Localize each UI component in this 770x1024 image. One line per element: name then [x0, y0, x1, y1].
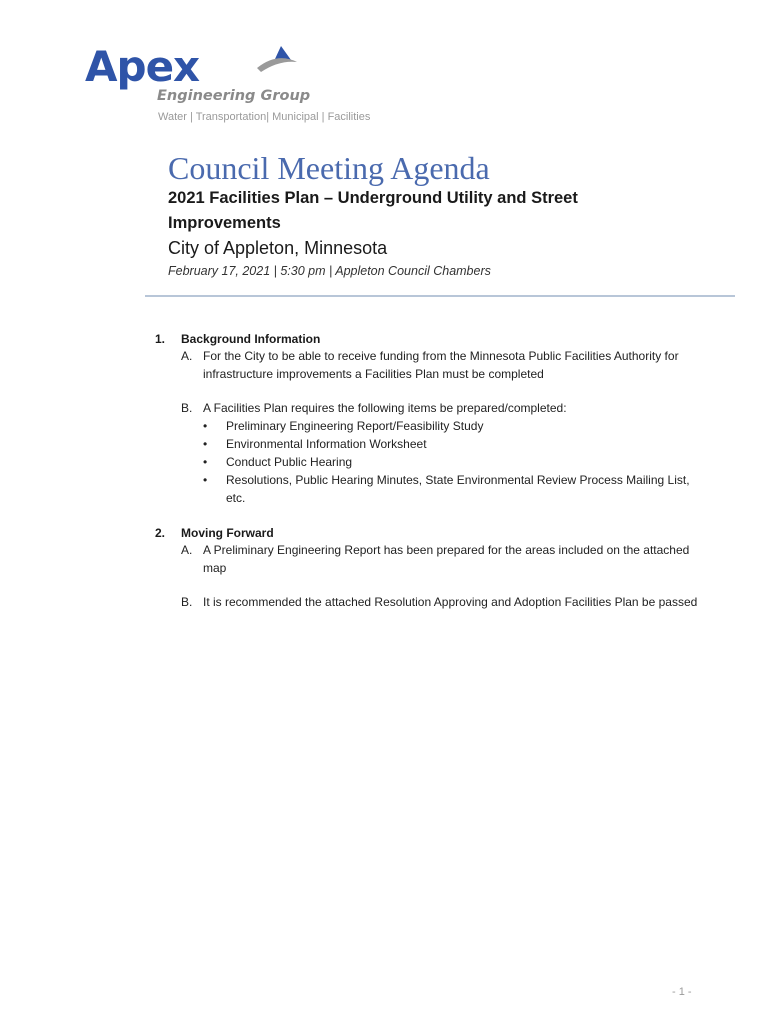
page-number: - 1 - — [672, 986, 692, 998]
agenda-subtitle: 2021 Facilities Plan – Underground Utility and Street Improvements — [168, 189, 578, 232]
bullet-text: Resolutions, Public Hearing Minutes, State Environmental Review Process Mailing List, etc. — [226, 473, 690, 505]
logo-wordmark: Apex — [85, 42, 200, 91]
bullet-text: Preliminary Engineering Report/Feasibility Study — [226, 419, 484, 433]
list-item — [181, 400, 701, 418]
bullet-text: Environmental Information Worksheet — [226, 437, 427, 451]
item-text: A Preliminary Engineering Report has been prepared for the areas included on the attached map — [203, 543, 690, 575]
page-title: Council Meeting Agenda — [168, 150, 490, 186]
bullet-item — [203, 418, 703, 436]
item-letter: A. — [181, 543, 193, 557]
bullet-dot: • — [203, 473, 208, 487]
company-tagline: Water | Transportation| Municipal | Facilities — [158, 111, 371, 123]
item-text: It is recommended the attached Resolution Approving and Adoption Facilities Plan be passed — [203, 595, 698, 609]
list-item — [181, 348, 701, 383]
header-divider — [145, 295, 735, 297]
bullet-text: Conduct Public Hearing — [226, 455, 353, 469]
item-text: A Facilities Plan requires the following items be prepared/completed: — [203, 401, 567, 415]
logo-subtitle: Engineering Group — [157, 88, 311, 104]
city-name: City of Appleton, Minnesota — [168, 238, 388, 258]
bullet-dot: • — [203, 455, 208, 469]
section-heading-moving-forward — [155, 525, 274, 542]
bullet-dot: • — [203, 437, 208, 451]
item-letter: B. — [181, 595, 193, 609]
section-title: Background Information — [181, 332, 321, 346]
company-logo — [85, 44, 325, 106]
item-text: For the City to be able to receive funding from the Minnesota Public Facilities Authority for infrastructure improvements a Facilities Plan must be completed — [203, 349, 679, 381]
section-number: 2. — [155, 526, 166, 540]
meeting-dateline: February 17, 2021 | 5:30 pm | Appleton Council Chambers — [168, 264, 491, 278]
section-heading-background — [155, 331, 320, 348]
item-letter: B. — [181, 401, 193, 415]
list-item — [181, 594, 701, 612]
section-number: 1. — [155, 332, 166, 346]
bullet-item — [203, 472, 703, 507]
section-title: Moving Forward — [181, 526, 274, 540]
bullet-item — [203, 436, 703, 454]
bullet-dot: • — [203, 419, 208, 433]
list-item — [181, 542, 701, 577]
item-letter: A. — [181, 349, 193, 363]
bullet-item — [203, 454, 703, 472]
logo-swoosh-icon — [253, 46, 299, 80]
